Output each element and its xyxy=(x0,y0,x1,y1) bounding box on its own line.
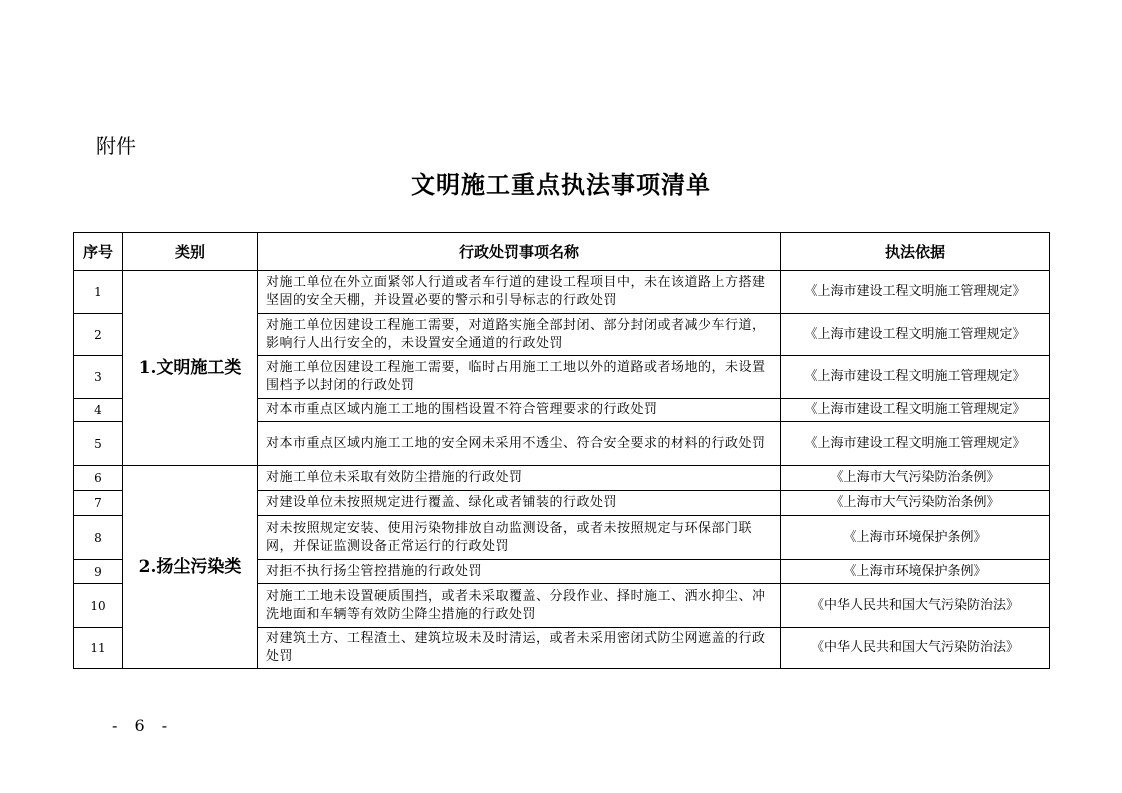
row-number: 8 xyxy=(74,516,123,560)
penalty-item: 对本市重点区域内施工工地的围档设置不符合管理要求的行政处罚 xyxy=(258,399,781,422)
penalty-item: 对建筑土方、工程渣土、建筑垃圾未及时清运，或者未采用密闭式防尘网遮盖的行政处罚 xyxy=(258,628,781,669)
row-number: 2 xyxy=(74,314,123,356)
document-title: 文明施工重点执法事项清单 xyxy=(411,170,711,199)
penalty-item: 对施工单位因建设工程施工需要，对道路实施全部封闭、部分封闭或者减少车行道，影响行人出行安全的，未设置安全通道的行政处罚 xyxy=(258,314,781,356)
attachment-label: 附件 xyxy=(96,134,136,158)
header-item: 行政处罚事项名称 xyxy=(258,233,781,271)
penalty-item: 对拒不执行扬尘管控措施的行政处罚 xyxy=(258,560,781,584)
row-number: 5 xyxy=(74,422,123,466)
legal-basis: 《中华人民共和国大气污染防治法》 xyxy=(781,628,1050,669)
row-number: 7 xyxy=(74,491,123,516)
row-number: 1 xyxy=(74,271,123,314)
page-number: - 6 - xyxy=(112,716,174,735)
penalty-item: 对未按照规定安装、使用污染物排放自动监测设备，或者未按照规定与环保部门联网，并保证监测设备正常运行的行政处罚 xyxy=(258,516,781,560)
legal-basis: 《上海市环境保护条例》 xyxy=(781,516,1050,560)
category-cell: 2.扬尘污染类 xyxy=(123,466,258,669)
row-number: 11 xyxy=(74,628,123,669)
enforcement-items-table xyxy=(73,232,1050,669)
legal-basis: 《上海市环境保护条例》 xyxy=(781,560,1050,584)
row-number: 4 xyxy=(74,399,123,422)
table-row xyxy=(74,466,1050,491)
header-basis: 执法依据 xyxy=(781,233,1050,271)
penalty-item: 对施工单位在外立面紧邻人行道或者车行道的建设工程项目中，未在该道路上方搭建坚固的安全天棚，并设置必要的警示和引导标志的行政处罚 xyxy=(258,271,781,314)
legal-basis: 《中华人民共和国大气污染防治法》 xyxy=(781,584,1050,628)
legal-basis: 《上海市建设工程文明施工管理规定》 xyxy=(781,422,1050,466)
legal-basis: 《上海市建设工程文明施工管理规定》 xyxy=(781,271,1050,314)
row-number: 3 xyxy=(74,356,123,399)
row-number: 10 xyxy=(74,584,123,628)
legal-basis: 《上海市大气污染防治条例》 xyxy=(781,466,1050,491)
row-number: 6 xyxy=(74,466,123,491)
table-header-row xyxy=(74,233,1050,271)
penalty-item: 对施工单位因建设工程施工需要，临时占用施工工地以外的道路或者场地的，未设置围档予以封闭的行政处罚 xyxy=(258,356,781,399)
header-no: 序号 xyxy=(74,233,123,271)
legal-basis: 《上海市建设工程文明施工管理规定》 xyxy=(781,356,1050,399)
legal-basis: 《上海市大气污染防治条例》 xyxy=(781,491,1050,516)
legal-basis: 《上海市建设工程文明施工管理规定》 xyxy=(781,314,1050,356)
row-number: 9 xyxy=(74,560,123,584)
penalty-item: 对施工单位未采取有效防尘措施的行政处罚 xyxy=(258,466,781,491)
category-cell: 1.文明施工类 xyxy=(123,271,258,466)
penalty-item: 对建设单位未按照规定进行覆盖、绿化或者铺装的行政处罚 xyxy=(258,491,781,516)
penalty-item: 对施工工地未设置硬质围挡，或者未采取覆盖、分段作业、择时施工、洒水抑尘、冲洗地面和车辆等有效防尘降尘措施的行政处罚 xyxy=(258,584,781,628)
legal-basis: 《上海市建设工程文明施工管理规定》 xyxy=(781,399,1050,422)
penalty-item: 对本市重点区域内施工工地的安全网未采用不透尘、符合安全要求的材料的行政处罚 xyxy=(258,422,781,466)
table-row xyxy=(74,271,1050,314)
header-category: 类别 xyxy=(123,233,258,271)
